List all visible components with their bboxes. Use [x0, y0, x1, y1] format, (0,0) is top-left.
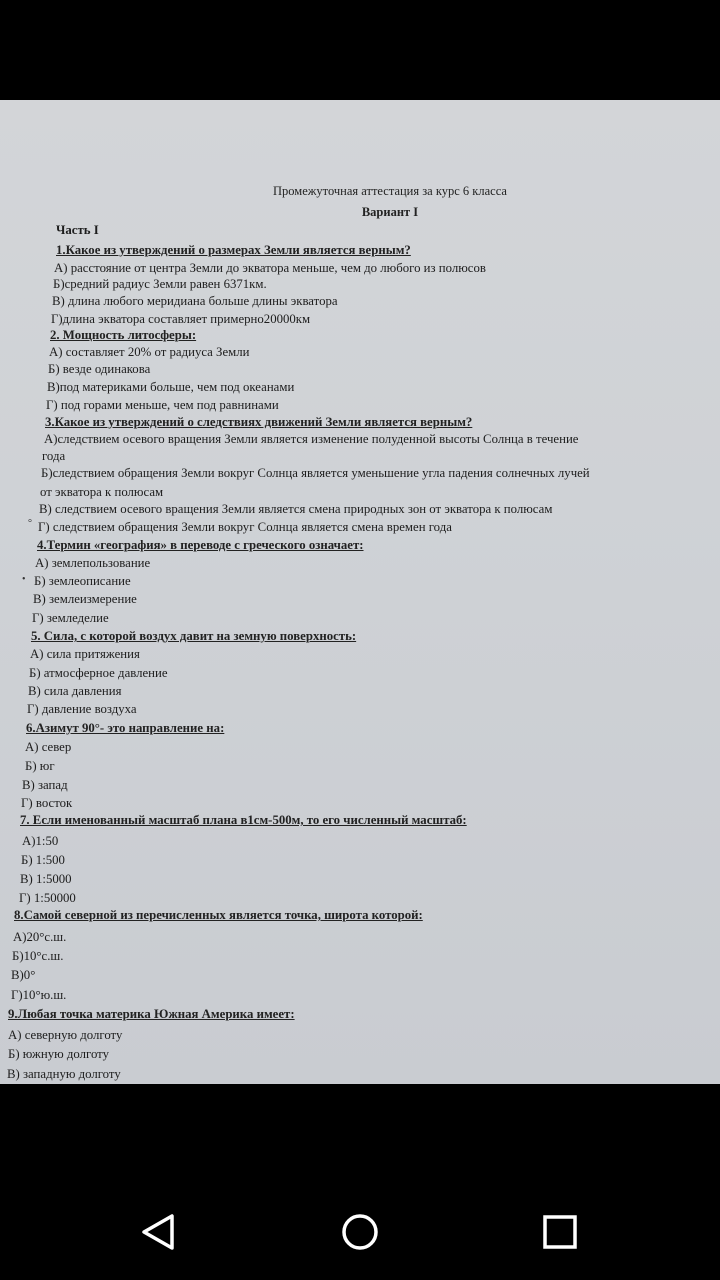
recents-icon — [540, 1212, 580, 1252]
home-button[interactable] — [330, 1202, 390, 1262]
answer-line: Б) землеописание — [34, 574, 131, 588]
recents-button[interactable] — [530, 1202, 590, 1262]
answer-line: Б) атмосферное давление — [29, 666, 168, 680]
answer-line: В) следствием осевого вращения Земли является смена природных зон от экватора к полюсам — [39, 502, 553, 516]
answer-line: Г) следствием обращения Земли вокруг Солнца является смена времен года — [38, 520, 452, 534]
navigation-bar — [0, 1180, 720, 1280]
document-part: Часть I — [56, 223, 99, 237]
answer-line: Б)10°с.ш. — [12, 949, 64, 963]
question-4: 4.Термин «география» в переводе с греческого означает: — [37, 538, 364, 552]
answer-line: В) запад — [22, 778, 68, 792]
answer-line: В) 1:5000 — [20, 872, 72, 886]
document-variant: Вариант I — [361, 205, 419, 219]
answer-line: Г)длина экватора составляет примерно20000км — [51, 312, 311, 326]
document-title: Промежуточная аттестация за курс 6 класса — [273, 184, 507, 198]
question-3: 3.Какое из утверждений о следствиях движений Земли является верным? — [45, 415, 473, 429]
answer-line: Г) под горами меньше, чем под равнинами — [46, 398, 279, 412]
answer-line: А) север — [25, 740, 72, 754]
answer-line: А) землепользование — [35, 556, 151, 570]
answer-line: Г)10°ю.ш. — [11, 988, 67, 1002]
answer-line: А) расстояние от центра Земли до экватора меньше, чем до любого из полюсов — [54, 261, 486, 275]
answer-line: Г) 1:50000 — [19, 891, 76, 905]
answer-line: Б) юг — [25, 759, 55, 773]
answer-line: В) длина любого меридиана больше длины экватора — [52, 294, 338, 308]
question-1: 1.Какое из утверждений о размерах Земли является верным? — [56, 243, 411, 257]
answer-line: Б)следствием обращения Земли вокруг Солнца является уменьшение угла падения солнечных лучей — [41, 466, 590, 480]
question-8: 8.Самой северной из перечисленных является точка, широта которой: — [14, 908, 423, 922]
answer-line: Б) южную долготу — [8, 1047, 110, 1061]
answer-line: от экватора к полюсам — [40, 485, 164, 499]
answer-line: В) западную долготу — [7, 1067, 121, 1081]
back-icon — [140, 1212, 180, 1252]
answer-line: года — [42, 449, 66, 463]
answer-line: Б)средний радиус Земли равен 6371км. — [53, 277, 267, 291]
answer-line: Б) 1:500 — [21, 853, 65, 867]
answer-line: А) сила притяжения — [30, 647, 140, 661]
question-5: 5. Сила, с которой воздух давит на земную поверхность: — [31, 629, 357, 643]
question-7: 7. Если именованный масштаб плана в1см-500м, то его численный масштаб: — [20, 813, 467, 827]
answer-line: В)под материками больше, чем под океанами — [47, 380, 295, 394]
answer-line: А) составляет 20% от радиуса Земли — [49, 345, 250, 359]
home-icon — [340, 1212, 380, 1252]
answer-line: В) сила давления — [28, 684, 122, 698]
answer-line: А) северную долготу — [8, 1028, 123, 1042]
back-button[interactable] — [130, 1202, 190, 1262]
question-9: 9.Любая точка материка Южная Америка имеет: — [8, 1007, 295, 1021]
answer-line: Б) везде одинакова — [48, 362, 151, 376]
pencil-mark: • — [22, 574, 26, 585]
question-2: 2. Мощность литосферы: — [50, 328, 197, 342]
answer-line: Г) восток — [21, 796, 73, 810]
answer-line: А)20°с.ш. — [13, 930, 67, 944]
answer-line: В) землеизмерение — [33, 592, 137, 606]
answer-line: А)следствием осевого вращения Земли является изменение полуденной высоты Солнца в течение — [44, 432, 579, 446]
answer-line: Г) земледелие — [32, 611, 109, 625]
document-photo — [0, 100, 720, 1084]
answer-line: Г) давление воздуха — [27, 702, 137, 716]
answer-line: В)0° — [11, 968, 36, 982]
pencil-mark: ° — [28, 518, 32, 529]
answer-line: А)1:50 — [22, 834, 59, 848]
question-6: 6.Азимут 90°- это направление на: — [26, 721, 225, 735]
